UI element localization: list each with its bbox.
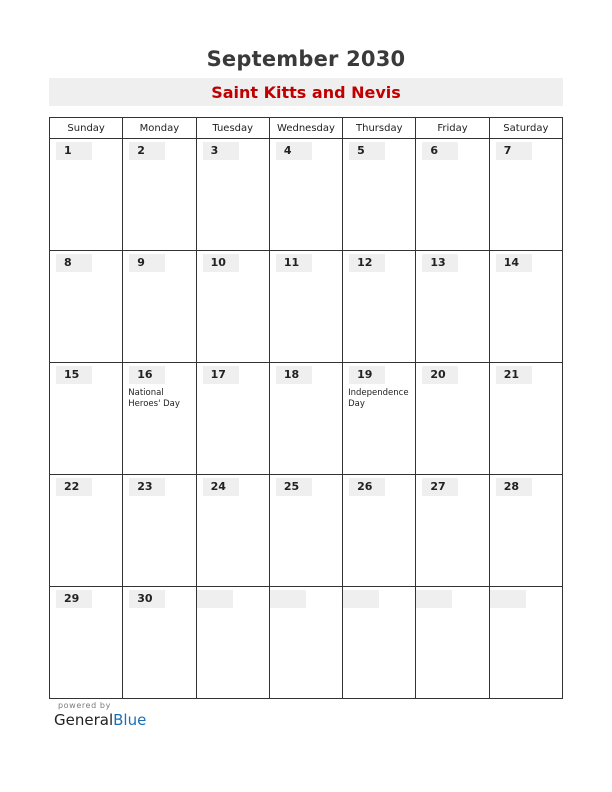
footer-branding (54, 701, 146, 729)
day-number: 16 (129, 366, 165, 384)
week-row (50, 587, 563, 699)
empty-day-marker (490, 590, 526, 608)
month-calendar (49, 117, 563, 699)
weekday-header: Monday (123, 118, 196, 139)
day-number: 29 (56, 590, 92, 608)
day-cell (489, 139, 562, 251)
week-row (50, 475, 563, 587)
day-cell (416, 139, 489, 251)
day-number: 3 (203, 142, 239, 160)
day-cell (269, 251, 342, 363)
country-name: Saint Kitts and Nevis (211, 83, 401, 102)
day-cell (343, 251, 416, 363)
day-number: 24 (203, 478, 239, 496)
day-cell (343, 587, 416, 699)
day-number: 4 (276, 142, 312, 160)
weekday-header: Wednesday (269, 118, 342, 139)
brand-blue-text: Blue (113, 711, 147, 729)
day-cell (489, 587, 562, 699)
day-number: 23 (129, 478, 165, 496)
day-cell (50, 475, 123, 587)
day-cell (489, 475, 562, 587)
day-number: 18 (276, 366, 312, 384)
day-number: 27 (422, 478, 458, 496)
day-number: 13 (422, 254, 458, 272)
day-number: 6 (422, 142, 458, 160)
day-number: 1 (56, 142, 92, 160)
page-title: September 2030 (206, 47, 406, 71)
day-cell (416, 363, 489, 475)
day-number: 9 (129, 254, 165, 272)
day-number: 17 (203, 366, 239, 384)
powered-by-text: powered by (58, 701, 111, 710)
day-cell (269, 139, 342, 251)
day-cell (269, 363, 342, 475)
day-cell (196, 251, 269, 363)
empty-day-marker (416, 590, 452, 608)
day-number: 25 (276, 478, 312, 496)
day-cell (123, 363, 196, 475)
day-cell (196, 139, 269, 251)
empty-day-marker (197, 590, 233, 608)
day-number: 30 (129, 590, 165, 608)
day-number: 5 (349, 142, 385, 160)
day-number: 28 (496, 478, 532, 496)
week-row (50, 363, 563, 475)
day-cell (196, 363, 269, 475)
day-number: 12 (349, 254, 385, 272)
day-cell (123, 139, 196, 251)
day-cell (416, 251, 489, 363)
holiday-label: Independence Day (348, 388, 409, 409)
day-cell (343, 139, 416, 251)
day-cell (50, 587, 123, 699)
day-cell (489, 251, 562, 363)
empty-day-marker (270, 590, 306, 608)
day-number: 15 (56, 366, 92, 384)
day-number: 21 (496, 366, 532, 384)
day-number: 14 (496, 254, 532, 272)
country-banner (49, 78, 563, 106)
day-number: 10 (203, 254, 239, 272)
week-row (50, 139, 563, 251)
day-cell (343, 475, 416, 587)
day-number: 8 (56, 254, 92, 272)
day-number: 11 (276, 254, 312, 272)
empty-day-marker (343, 590, 379, 608)
day-number: 26 (349, 478, 385, 496)
day-cell (489, 363, 562, 475)
day-cell (123, 475, 196, 587)
weekday-header: Tuesday (196, 118, 269, 139)
weekday-header-row (50, 118, 563, 139)
day-cell (269, 587, 342, 699)
brand-general-text: General (54, 711, 114, 729)
weekday-header: Saturday (489, 118, 562, 139)
day-number: 22 (56, 478, 92, 496)
day-cell (50, 139, 123, 251)
weekday-header: Thursday (343, 118, 416, 139)
holiday-label: National Heroes' Day (128, 388, 180, 409)
day-cell (269, 475, 342, 587)
day-cell (416, 475, 489, 587)
day-number: 7 (496, 142, 532, 160)
day-number: 19 (349, 366, 385, 384)
day-cell (343, 363, 416, 475)
day-cell (123, 587, 196, 699)
day-number: 20 (422, 366, 458, 384)
day-cell (416, 587, 489, 699)
weekday-header: Sunday (50, 118, 123, 139)
brand-logo (54, 711, 146, 729)
day-cell (196, 475, 269, 587)
day-number: 2 (129, 142, 165, 160)
day-cell (123, 251, 196, 363)
day-cell (50, 363, 123, 475)
week-row (50, 251, 563, 363)
weekday-header: Friday (416, 118, 489, 139)
day-cell (196, 587, 269, 699)
day-cell (50, 251, 123, 363)
